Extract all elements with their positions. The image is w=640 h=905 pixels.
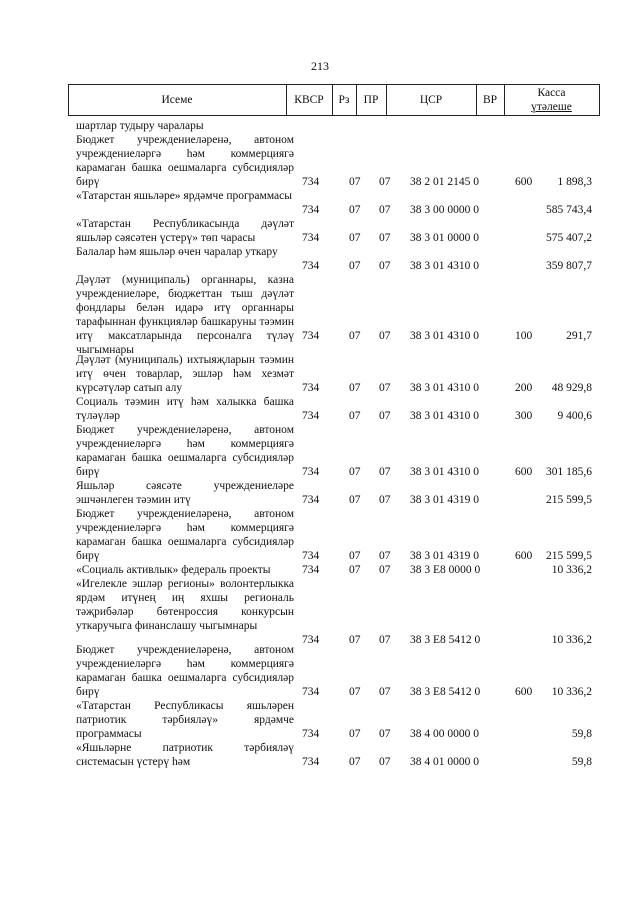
row-vr: 100 [515, 330, 533, 342]
row-pr: 07 [379, 634, 391, 646]
row-kvsr: 734 [302, 330, 320, 342]
table-row [68, 353, 600, 395]
row-name: Социаль тәэмин итү һәм халыкка башка түләүләр [76, 396, 294, 422]
row-rz: 07 [349, 410, 361, 422]
row-pr: 07 [379, 728, 391, 740]
row-kvsr: 734 [302, 634, 320, 646]
column-header-kassa-line1: Касса [537, 87, 566, 99]
row-rz: 07 [349, 550, 361, 562]
row-pr: 07 [379, 686, 391, 698]
row-rz: 07 [349, 564, 361, 576]
row-vr: 600 [515, 466, 533, 478]
row-kassa: 1 898,3 [557, 176, 592, 188]
column-header-kassa [504, 84, 599, 116]
column-header-kvsr: КВСР [294, 94, 324, 106]
table-row [68, 577, 600, 647]
table-row [68, 507, 600, 563]
row-name: Бюджет учреждениеләренә, автоном учреждениеләргә һәм коммерциягә карамаган башка оешмаларга субсидияләр бирү [76, 508, 294, 562]
table-row [68, 479, 600, 507]
row-rz: 07 [349, 756, 361, 768]
column-header-pr: ПР [363, 94, 379, 106]
row-pr: 07 [379, 330, 391, 342]
column-header-vr: ВР [482, 94, 498, 106]
table-row [68, 563, 600, 577]
row-name: Яшьләр сәясәте учреждениеләре эшчәнлеген тәэмин итү [76, 480, 294, 506]
row-kvsr: 734 [302, 466, 320, 478]
row-kvsr: 734 [302, 232, 320, 244]
row-kassa: 59,8 [571, 728, 592, 740]
row-kassa: 59,8 [571, 756, 592, 768]
row-csr: 38 3 01 4310 0 [410, 382, 479, 394]
row-kassa: 10 336,2 [551, 564, 592, 576]
row-name: шартлар тудыру чаралары [76, 120, 204, 132]
row-csr: 38 2 01 2145 0 [410, 176, 479, 188]
row-csr: 38 3 01 4310 0 [410, 410, 479, 422]
row-rz: 07 [349, 330, 361, 342]
row-kassa: 9 400,6 [557, 410, 592, 422]
row-csr: 38 3 01 4319 0 [410, 494, 479, 506]
row-name: «Татарстан яшьләре» ярдәмче программасы [76, 190, 292, 202]
row-kassa: 359 807,7 [546, 260, 592, 272]
row-kassa: 301 185,6 [546, 466, 592, 478]
row-csr: 38 3 E8 5412 0 [410, 634, 481, 646]
column-header-kassa-line2: үтәлеше [531, 101, 572, 113]
column-header-name: Исеме [161, 94, 193, 106]
table-row [68, 245, 600, 273]
row-kvsr: 734 [302, 756, 320, 768]
row-kassa: 10 336,2 [551, 686, 592, 698]
row-csr: 38 3 E8 5412 0 [410, 686, 481, 698]
table-header [68, 84, 600, 116]
row-name: Дәүләт (муниципаль) органнары, казна учреждениеләре, бюджеттан тыш дәүләт фондлары белән идарә итү органнары тарафыннан функцияләр башкаруны тәэмин итү максатларында персоналга түләү чыгымнары [76, 274, 294, 356]
row-csr: 38 4 01 0000 0 [410, 756, 479, 768]
row-vr: 600 [515, 176, 533, 188]
table-row [68, 423, 600, 479]
row-rz: 07 [349, 728, 361, 740]
row-rz: 07 [349, 232, 361, 244]
row-csr: 38 4 00 0000 0 [410, 728, 479, 740]
row-pr: 07 [379, 756, 391, 768]
row-kassa: 291,7 [566, 330, 592, 342]
row-name: «Игелекле эшләр регионы» волонтерлыкка ярдәм итүнең иң яхшы региональ тәҗрибәләр бөтенроссия конкурсын уткаручыга финанслашу чыгымнары [76, 578, 294, 632]
column-header-csr: ЦСР [419, 94, 443, 106]
row-csr: 38 3 01 0000 0 [410, 232, 479, 244]
row-kassa: 585 743,4 [546, 204, 592, 216]
row-rz: 07 [349, 260, 361, 272]
row-kvsr: 734 [302, 204, 320, 216]
row-rz: 07 [349, 382, 361, 394]
table-row [68, 395, 600, 423]
table-row [68, 643, 600, 699]
row-name: «Социаль активлык» федераль проекты [76, 564, 271, 576]
row-pr: 07 [379, 382, 391, 394]
row-kvsr: 734 [302, 410, 320, 422]
row-name: Бюджет учреждениеләренә, автоном учреждениеләргә һәм коммерциягә карамаган башка оешмаларга субсидияләр бирү [76, 644, 294, 698]
row-pr: 07 [379, 410, 391, 422]
row-pr: 07 [379, 232, 391, 244]
row-name: «Яшьләрне патриотик тәрбияләү системасын үстерү һәм [76, 742, 294, 768]
row-kvsr: 734 [302, 564, 320, 576]
row-pr: 07 [379, 466, 391, 478]
row-csr: 38 3 01 4319 0 [410, 550, 479, 562]
table-row [68, 133, 600, 189]
row-rz: 07 [349, 466, 361, 478]
header-divider [599, 84, 600, 116]
row-rz: 07 [349, 494, 361, 506]
row-pr: 07 [379, 204, 391, 216]
table-row [68, 699, 600, 741]
table-row [68, 217, 600, 245]
row-rz: 07 [349, 204, 361, 216]
row-name: «Татарстан Республикасында дәүләт яшьләр сәясәтен үстерү» төп чарасы [76, 218, 294, 244]
row-kvsr: 734 [302, 550, 320, 562]
row-kassa: 10 336,2 [551, 634, 592, 646]
row-name: Дәүләт (муниципаль) ихтыяҗларын тәэмин итү өчен товарлар, эшләр һәм хезмәт күрсәтүләр сатып алу [76, 354, 294, 394]
row-vr: 300 [515, 410, 533, 422]
row-vr: 600 [515, 550, 533, 562]
row-kassa: 575 407,2 [546, 232, 592, 244]
table-row [68, 189, 600, 217]
row-name: Балалар һәм яшьләр өчен чаралар уткару [76, 246, 278, 258]
row-pr: 07 [379, 260, 391, 272]
column-header-rz: Рз [338, 94, 350, 106]
row-kvsr: 734 [302, 382, 320, 394]
row-kvsr: 734 [302, 260, 320, 272]
table-row [68, 741, 600, 769]
row-pr: 07 [379, 550, 391, 562]
row-csr: 38 3 E8 0000 0 [410, 564, 481, 576]
row-kassa: 48 929,8 [551, 382, 592, 394]
row-rz: 07 [349, 634, 361, 646]
row-name: Бюджет учреждениеләренә, автоном учреждениеләргә һәм коммерциягә карамаган башка оешмаларга субсидияләр бирү [76, 134, 294, 188]
row-kvsr: 734 [302, 176, 320, 188]
row-kassa: 215 599,5 [546, 494, 592, 506]
row-kvsr: 734 [302, 728, 320, 740]
row-csr: 38 3 01 4310 0 [410, 330, 479, 342]
row-csr: 38 3 01 4310 0 [410, 260, 479, 272]
row-name: «Татарстан Республикасы яшьләрен патриотик тәрбияләү» ярдәмче программасы [76, 700, 294, 740]
table-row [68, 273, 600, 356]
row-kassa: 215 599,5 [546, 550, 592, 562]
table-row [68, 119, 600, 133]
row-name: Бюджет учреждениеләренә, автоном учреждениеләргә һәм коммерциягә карамаган башка оешмаларга субсидияләр бирү [76, 424, 294, 478]
row-csr: 38 3 00 0000 0 [410, 204, 479, 216]
row-kvsr: 734 [302, 494, 320, 506]
row-csr: 38 3 01 4310 0 [410, 466, 479, 478]
row-pr: 07 [379, 564, 391, 576]
row-rz: 07 [349, 686, 361, 698]
row-vr: 600 [515, 686, 533, 698]
row-vr: 200 [515, 382, 533, 394]
page-number: 213 [311, 59, 329, 73]
row-rz: 07 [349, 176, 361, 188]
row-kvsr: 734 [302, 686, 320, 698]
row-pr: 07 [379, 494, 391, 506]
row-pr: 07 [379, 176, 391, 188]
